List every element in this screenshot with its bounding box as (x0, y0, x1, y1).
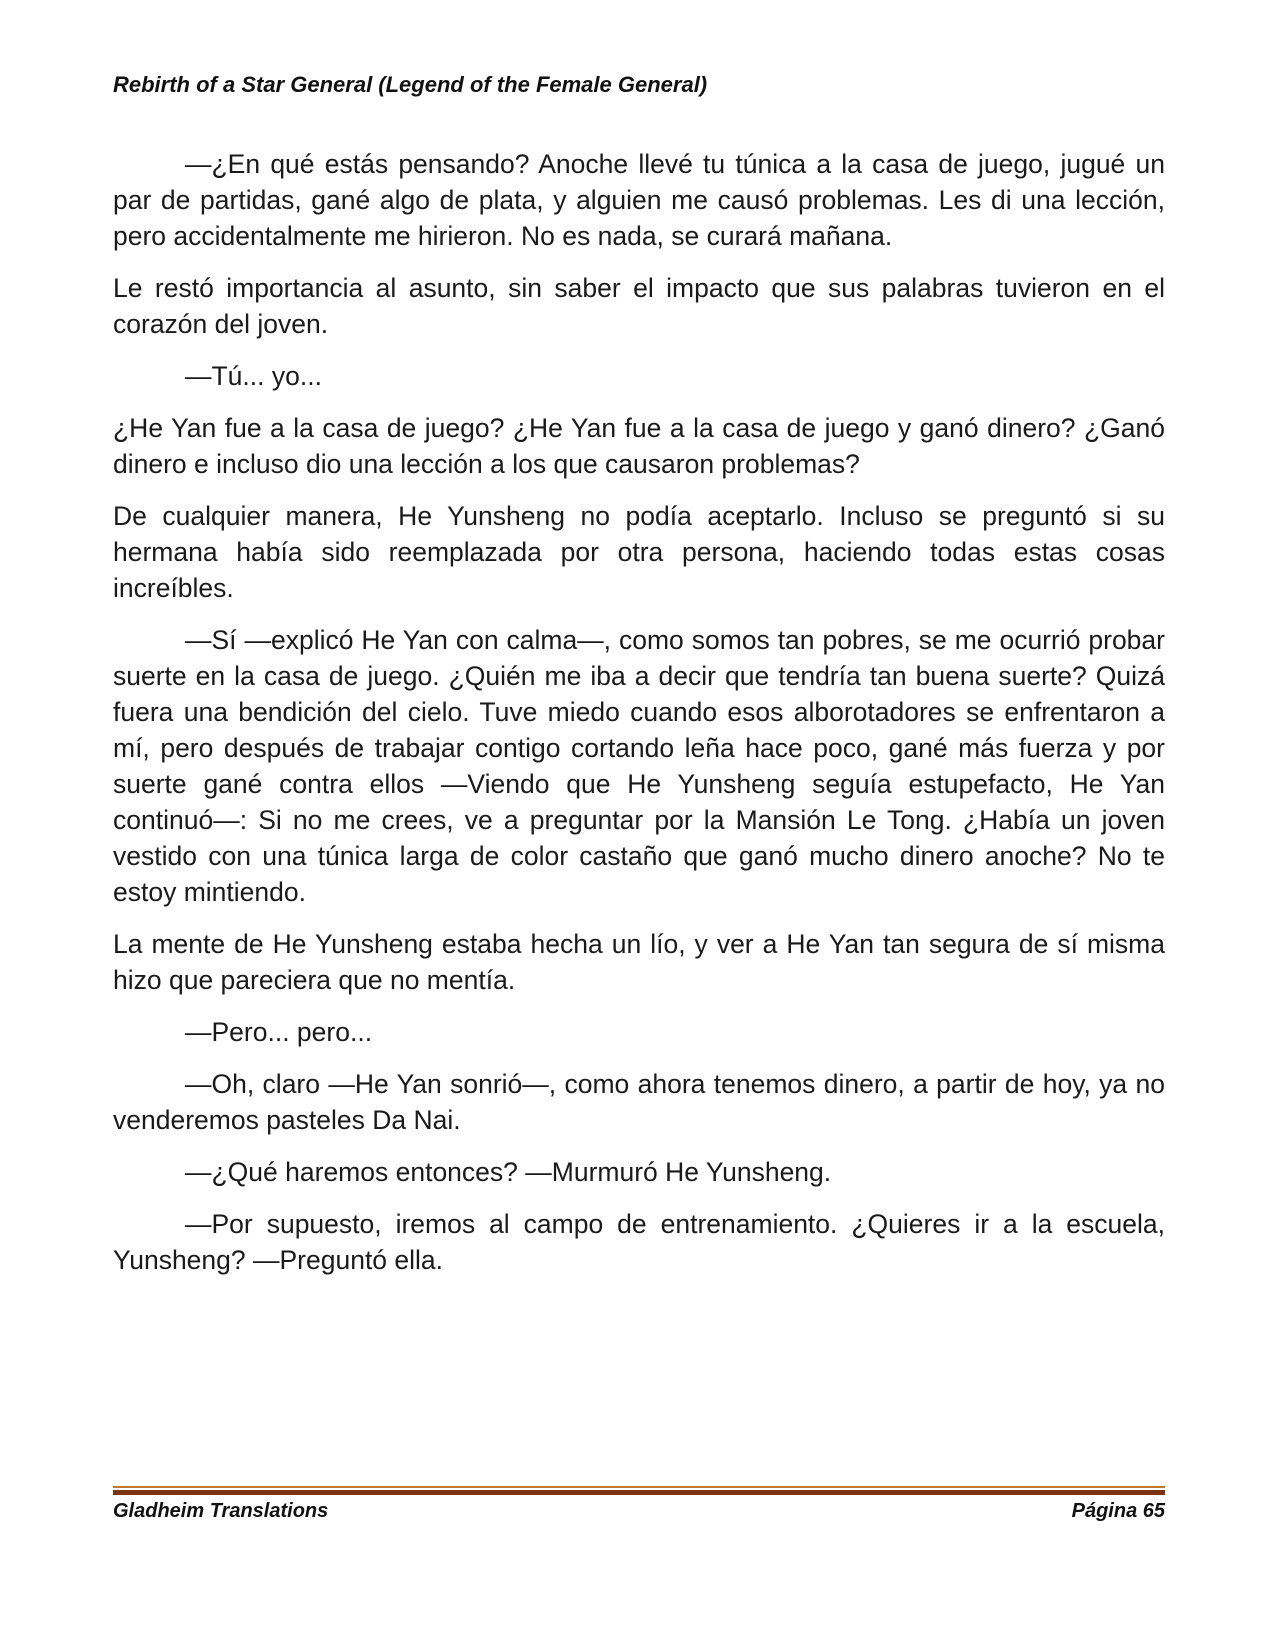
footer-page-number: Página 65 (1071, 1500, 1165, 1522)
paragraph: —¿En qué estás pensando? Anoche llevé tu túnica a la casa de juego, jugué un par de partidas, gané algo de plata, y alguien me causó problemas. Les di una lección, pero accidentalmente me hirieron. No es nada, se curará mañana. (113, 149, 1165, 251)
paragraph: —Por supuesto, iremos al campo de entrenamiento. ¿Quieres ir a la escuela, Yunsheng? —Preguntó ella. (113, 1209, 1165, 1275)
document-header-title: Rebirth of a Star General (Legend of the Female General) (113, 72, 708, 97)
document-body (113, 146, 1165, 1294)
paragraph: —Tú... yo... (185, 361, 322, 391)
paragraph: Le restó importancia al asunto, sin saber el impacto que sus palabras tuvieron en el corazón del joven. (113, 273, 1165, 339)
paragraph: —Pero... pero... (185, 1017, 373, 1047)
paragraph: ¿He Yan fue a la casa de juego? ¿He Yan fue a la casa de juego y ganó dinero? ¿Ganó dinero e incluso dio una lección a los que causaron problemas? (113, 413, 1165, 479)
paragraph: —¿Qué haremos entonces? —Murmuró He Yunsheng. (185, 1157, 832, 1187)
paragraph: De cualquier manera, He Yunsheng no podía aceptarlo. Incluso se preguntó si su hermana había sido reemplazada por otra persona, haciendo todas estas cosas increíbles. (113, 501, 1165, 603)
paragraph: La mente de He Yunsheng estaba hecha un lío, y ver a He Yan tan segura de sí misma hizo que pareciera que no mentía. (113, 929, 1165, 995)
footer-divider-thin (113, 1486, 1165, 1488)
footer-publisher: Gladheim Translations (113, 1500, 329, 1522)
paragraph: —Sí —explicó He Yan con calma—, como somos tan pobres, se me ocurrió probar suerte en la casa de juego. ¿Quién me iba a decir que tendría tan buena suerte? Quizá fuera una bendición del cielo. Tuve miedo cuando esos alborotadores se enfrentaron a mí, pero después de trabajar contigo cortando leña hace poco, gané más fuerza y por suerte gané contra ellos —Viendo que He Yunsheng seguía estupefacto, He Yan continuó—: Si no me crees, ve a preguntar por la Mansión Le Tong. ¿Había un joven vestido con una túnica larga de color castaño que ganó mucho dinero anoche? No te estoy mintiendo. (113, 625, 1165, 907)
paragraph: —Oh, claro —He Yan sonrió—, como ahora tenemos dinero, a partir de hoy, ya no venderemos pasteles Da Nai. (113, 1069, 1165, 1135)
footer-divider-thick (113, 1490, 1165, 1495)
